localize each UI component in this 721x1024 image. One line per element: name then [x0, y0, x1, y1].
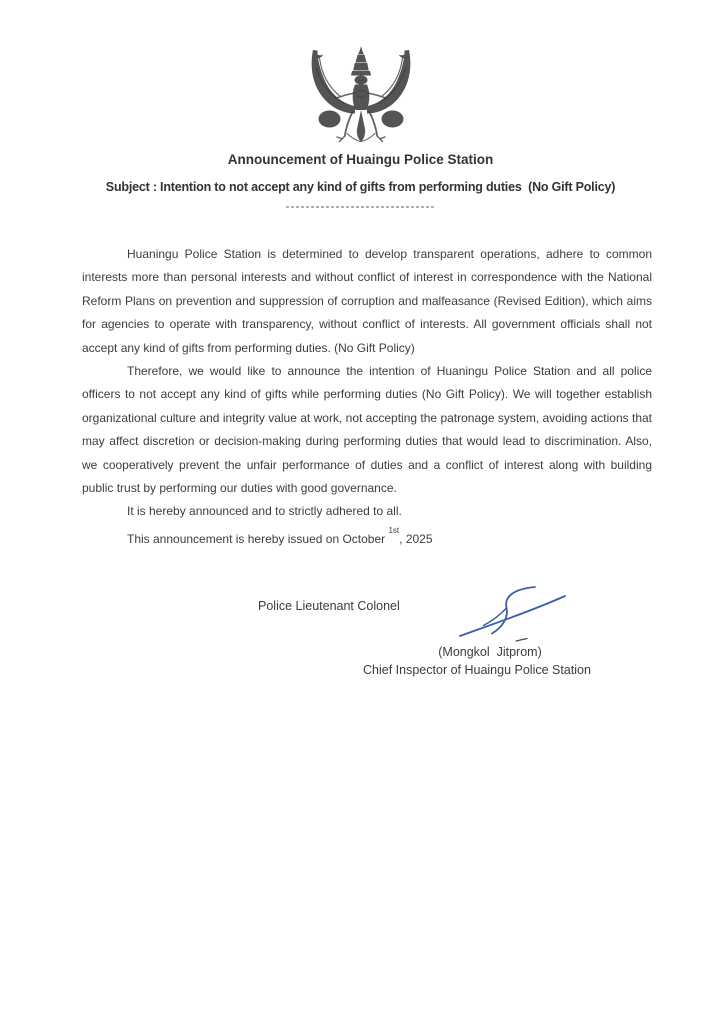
- document-title: Announcement of Huaingu Police Station: [227, 152, 494, 167]
- document-body: [82, 243, 652, 551]
- issued-line: [82, 524, 652, 551]
- signer-rank: Police Lieutenant Colonel: [258, 599, 400, 613]
- closing-line: It is hereby announced and to strictly adhered to all.: [127, 504, 402, 519]
- signature-ink: [447, 584, 569, 649]
- garuda-emblem-icon: [305, 46, 417, 151]
- separator-dashes: ------------------------------: [285, 199, 436, 213]
- signer-title: Chief Inspector of Huaingu Police Station: [363, 663, 591, 677]
- subject-line: Subject : Intention to not accept any kind of gifts from performing duties (No Gift Policy): [105, 180, 616, 194]
- paragraph-intent: Huaningu Police Station is determined to develop transparent operations, adhere to common interests more than personal interests and without conflict of interest in correspondence with the National Reform Plans on prevention and suppression of corruption and malfeasance (Revised Edition), which aims for agencies to operate with transparency, without conflict of interests. All government officials shall not accept any kind of gifts from performing duties. (No Gift Policy): [82, 247, 652, 355]
- paragraph-announcement: Therefore, we would like to announce the intention of Huaningu Police Station and all police officers to not accept any kind of gifts while performing duties (No Gift Policy). We will together establish organizational culture and integrity value at work, not accepting the patronage system, avoiding actions that may affect discretion or decision-making during performing duties that would lead to discrimination. Also, we cooperatively prevent the unfair performance of duties and a conflict of interest along with building public trust by performing our duties with good governance.: [82, 364, 652, 496]
- issued-suffix: , 2025: [399, 531, 433, 546]
- issued-ordinal: 1st: [388, 525, 400, 535]
- issued-prefix: This announcement is hereby issued on October: [127, 531, 389, 546]
- signer-name: (Mongkol Jitprom): [438, 645, 542, 659]
